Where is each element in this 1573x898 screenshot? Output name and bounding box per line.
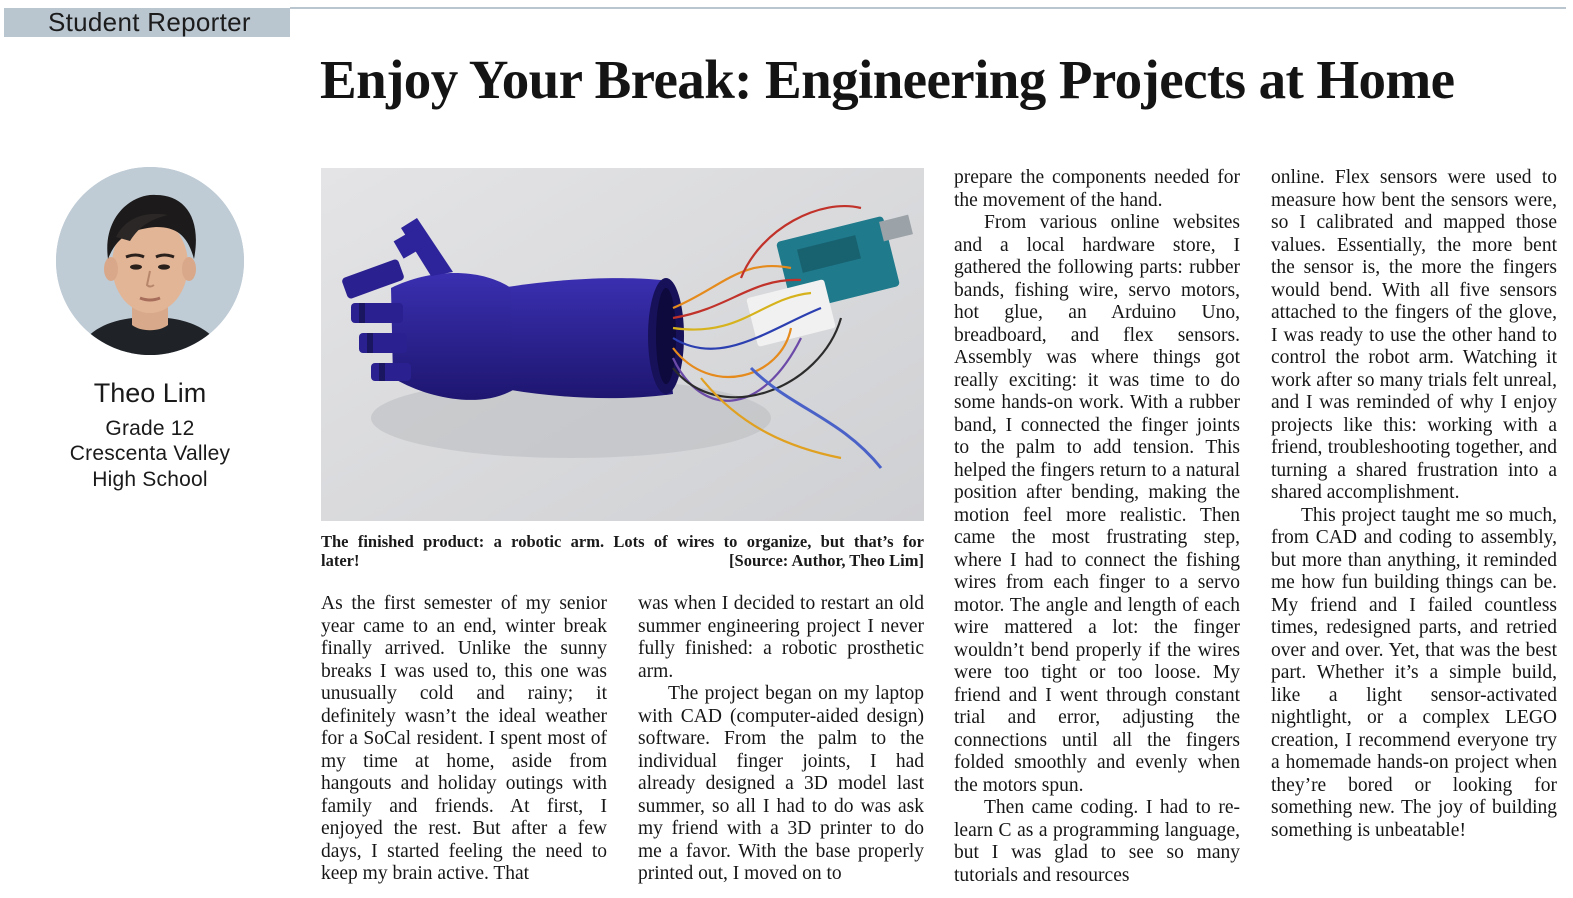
author-school-line1: Crescenta Valley	[69, 442, 231, 465]
paragraph: This project taught me so much, from CAD and coding to assembly, but more than anything, it reminded me how fun building things can be. My friend and I failed countless times, redesigned parts, and retried over and over. Yet, that was the best part. Whether it’s a simple build, like a light sensor-activated nightlight, or a complex LEGO creation, I recommend everyone try a homemade hands-on project when they’re bored or looking for something new. The joy of building something is unbeatable!	[1271, 504, 1557, 841]
article-column-4	[1271, 167, 1557, 893]
author-grade: Grade 12	[105, 417, 195, 440]
article-column-1	[321, 593, 607, 893]
caption-line1: The finished product: a robotic arm. Lots of wires to organize, but that’s for	[321, 532, 924, 551]
robotic-arm-photo-illustration	[321, 168, 924, 521]
section-label: Student Reporter	[48, 7, 251, 37]
article-photo	[321, 168, 924, 521]
author-school-line2: High School	[92, 468, 208, 491]
top-rule	[290, 7, 1566, 9]
caption-line2	[321, 551, 924, 570]
paragraph: From various online websites and a local hardware store, I gathered the following parts: rubber bands, fishing wire, servo motors, hot glue, an Arduino Uno, breadboard, and flex sensors. Assembly was where things got really exciting: it was time to do some hands-on work. With a rubber band, I connected the finger joints to the palm to add tension. This helped the fingers return to a natural position after bending, making the motion feel more realistic. Then came the most frustrating step, where I had to connect the fishing wires from each finger to a servo motor. The angle and length of each wire mattered a lot: the finger wouldn’t bend properly if the wires were too tight or too loose. My friend and I went through constant trial and error, adjusting the connections until all the fingers folded smoothly and evenly when the motors spun.	[954, 212, 1240, 796]
article-column-2	[638, 593, 924, 893]
paragraph: As the first semester of my senior year came to an end, winter break finally arrived. Unlike the sunny breaks I was used to, this one was unusually cold and rainy; it definitely wasn’t the ideal weather for a SoCal resident. I spent most of my time at home, aside from hangouts and holiday outings with family and friends. At first, I enjoyed the rest. But after a few days, I started feeling the need to keep my brain active. That	[321, 593, 607, 884]
paragraph: Then came coding. I had to re-learn C as a programming language, but I was glad to see so many tutorials and resources	[954, 797, 1240, 886]
author-portrait-illustration	[56, 167, 244, 355]
paragraph: online. Flex sensors were used to measure how bent the sensors were, so I calibrated and mapped those values. Essentially, the more bent the sensor is, the more the fingers would bend. With all five sensors attached to the fingers of the glove, I was ready to use the other hand to control the robot arm. Watching it work after so many trials felt unreal, and I was reminded of why I enjoy projects like this: working with a friend, troubleshooting together, and turning a shared frustration into a shared accomplishment.	[1271, 167, 1557, 503]
section-tag	[4, 8, 290, 37]
paragraph: The project began on my laptop with CAD (computer-aided design) software. From the palm to the individual finger joints, I had already designed a 3D model last summer, so all I had to do was ask my friend with a 3D printer to do me a favor. With the base properly printed out, I moved on to	[638, 683, 924, 884]
caption-source: [Source: Author, Theo Lim]	[729, 551, 924, 570]
paragraph: was when I decided to restart an old summer engineering project I never fully finished: a robotic prosthetic arm.	[638, 593, 924, 682]
caption-line2-text: later!	[321, 551, 360, 570]
author-name: Theo Lim	[93, 378, 207, 408]
photo-caption	[321, 532, 924, 570]
article-column-3	[954, 167, 1240, 893]
paragraph: prepare the components needed for the movement of the hand.	[954, 167, 1240, 211]
article-headline: Enjoy Your Break: Engineering Projects at Home	[320, 49, 1455, 110]
author-avatar	[56, 167, 244, 355]
